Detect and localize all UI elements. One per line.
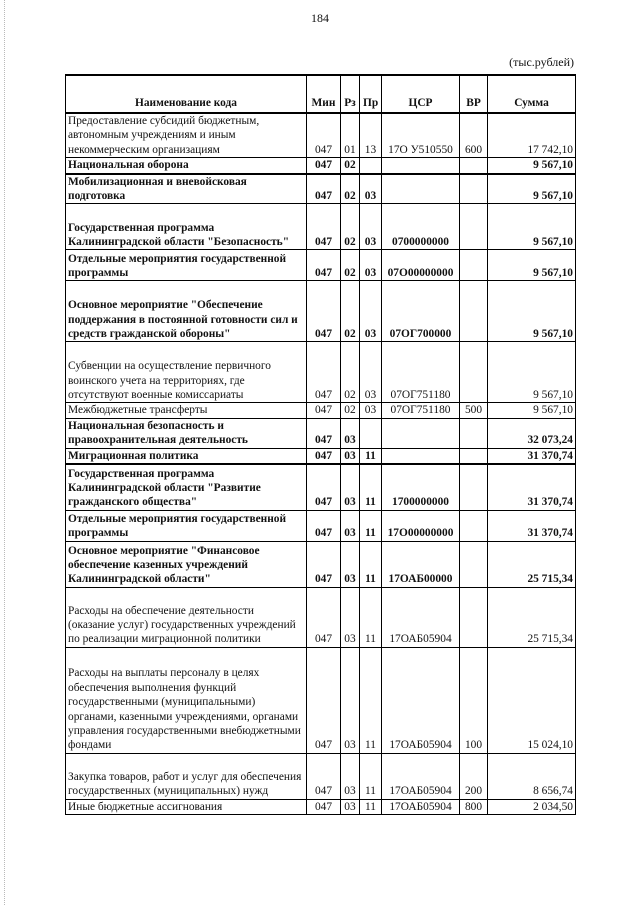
cell-vr: 600: [460, 113, 488, 158]
cell-sum: 9 567,10: [488, 158, 576, 174]
cell-sum: 15 024,10: [488, 647, 576, 753]
cell-csr: 17ОАБ05904: [382, 799, 460, 814]
cell-sum: 9 567,10: [488, 250, 576, 281]
cell-name: Национальная оборона: [66, 158, 307, 174]
cell-rz: 02: [341, 281, 360, 342]
cell-sum: 8 656,74: [488, 753, 576, 799]
table-row: [66, 158, 576, 174]
cell-name: Национальная безопасность и правоохранительная деятельность: [66, 418, 307, 448]
cell-csr: 17О У510550: [382, 113, 460, 158]
cell-pr: [360, 158, 382, 174]
table-row: [66, 541, 576, 587]
cell-vr: [460, 158, 488, 174]
cell-sum: 9 567,10: [488, 281, 576, 342]
cell-csr: [382, 418, 460, 448]
cell-sum: 31 370,74: [488, 448, 576, 464]
cell-pr: 11: [360, 510, 382, 541]
header-name: Наименование кода: [66, 75, 307, 113]
cell-min: 047: [307, 541, 341, 587]
cell-pr: 03: [360, 174, 382, 204]
header-row: [66, 75, 576, 113]
cell-pr: 11: [360, 647, 382, 753]
cell-min: 047: [307, 403, 341, 418]
cell-name: Отдельные мероприятия государственной программы: [66, 510, 307, 541]
cell-vr: [460, 281, 488, 342]
cell-name: Расходы на обеспечение деятельности (оказание услуг) государственных учреждений по реализации миграционной политики: [66, 587, 307, 647]
cell-min: 047: [307, 174, 341, 204]
cell-vr: 200: [460, 753, 488, 799]
header-sum: Сумма: [488, 75, 576, 113]
cell-min: 047: [307, 464, 341, 510]
cell-min: 047: [307, 448, 341, 464]
cell-csr: [382, 174, 460, 204]
cell-pr: 11: [360, 464, 382, 510]
cell-rz: 03: [341, 647, 360, 753]
cell-rz: 02: [341, 158, 360, 174]
page-number: 184: [311, 11, 329, 25]
cell-name: Субвенции на осуществление первичного воинского учета на территориях, где отсутствуют военные комиссариаты: [66, 342, 307, 403]
cell-csr: 07ОГ751180: [382, 403, 460, 418]
cell-name: Миграционная политика: [66, 448, 307, 464]
cell-rz: 03: [341, 448, 360, 464]
cell-name: Иные бюджетные ассигнования: [66, 799, 307, 814]
cell-pr: 11: [360, 448, 382, 464]
cell-vr: [460, 464, 488, 510]
cell-vr: [460, 510, 488, 541]
cell-csr: 1700000000: [382, 464, 460, 510]
budget-table: [65, 74, 576, 815]
cell-min: 047: [307, 250, 341, 281]
cell-name: Закупка товаров, работ и услуг для обеспечения государственных (муниципальных) нужд: [66, 753, 307, 799]
cell-pr: 03: [360, 281, 382, 342]
cell-rz: 01: [341, 113, 360, 158]
cell-vr: 500: [460, 403, 488, 418]
cell-vr: [460, 342, 488, 403]
header-vr: ВР: [460, 75, 488, 113]
cell-name: Государственная программа Калининградской области "Безопасность": [66, 204, 307, 250]
cell-rz: 03: [341, 541, 360, 587]
cell-name: Государственная программа Калининградской области "Развитие гражданского общества": [66, 464, 307, 510]
cell-vr: [460, 541, 488, 587]
table-row: [66, 281, 576, 342]
cell-csr: 17О00000000: [382, 510, 460, 541]
cell-vr: [460, 448, 488, 464]
cell-vr: [460, 418, 488, 448]
cell-name: Межбюджетные трансферты: [66, 403, 307, 418]
cell-name: Основное мероприятие "Финансовое обеспечение казенных учреждений Калининградской области": [66, 541, 307, 587]
cell-rz: 03: [341, 418, 360, 448]
cell-vr: [460, 250, 488, 281]
table-row: [66, 647, 576, 753]
cell-csr: 07О00000000: [382, 250, 460, 281]
cell-csr: 07ОГ751180: [382, 342, 460, 403]
cell-min: 047: [307, 799, 341, 814]
cell-pr: 03: [360, 250, 382, 281]
cell-rz: 03: [341, 587, 360, 647]
cell-min: 047: [307, 647, 341, 753]
cell-sum: 25 715,34: [488, 587, 576, 647]
cell-rz: 02: [341, 342, 360, 403]
cell-csr: 17ОАБ05904: [382, 647, 460, 753]
cell-sum: 9 567,10: [488, 174, 576, 204]
cell-csr: 07ОГ700000: [382, 281, 460, 342]
cell-min: 047: [307, 281, 341, 342]
cell-rz: 03: [341, 464, 360, 510]
cell-pr: 03: [360, 204, 382, 250]
units-label: (тыс.рублей): [509, 55, 574, 69]
cell-vr: 800: [460, 799, 488, 814]
table-row: [66, 799, 576, 814]
cell-rz: 02: [341, 403, 360, 418]
cell-name: Отдельные мероприятия государственной программы: [66, 250, 307, 281]
table-row: [66, 753, 576, 799]
cell-rz: 02: [341, 174, 360, 204]
cell-name: Предоставление субсидий бюджетным, автономным учреждениям и иным некоммерческим организациям: [66, 113, 307, 158]
cell-sum: 9 567,10: [488, 204, 576, 250]
cell-vr: [460, 587, 488, 647]
cell-min: 047: [307, 418, 341, 448]
table-row: [66, 464, 576, 510]
cell-rz: 03: [341, 510, 360, 541]
cell-vr: [460, 174, 488, 204]
table-row: [66, 510, 576, 541]
cell-vr: [460, 204, 488, 250]
table-row: [66, 204, 576, 250]
cell-min: 047: [307, 753, 341, 799]
table-row: [66, 174, 576, 204]
cell-min: 047: [307, 587, 341, 647]
cell-sum: 17 742,10: [488, 113, 576, 158]
table-row: [66, 342, 576, 403]
cell-pr: 03: [360, 403, 382, 418]
cell-pr: 11: [360, 753, 382, 799]
cell-min: 047: [307, 113, 341, 158]
cell-name: Основное мероприятие "Обеспечение поддержания в постоянной готовности сил и средств гражданской обороны": [66, 281, 307, 342]
cell-pr: 11: [360, 799, 382, 814]
header-rz: Рз: [341, 75, 360, 113]
cell-min: 047: [307, 204, 341, 250]
table-row: [66, 587, 576, 647]
cell-csr: [382, 158, 460, 174]
cell-pr: 11: [360, 541, 382, 587]
cell-rz: 03: [341, 753, 360, 799]
cell-rz: 02: [341, 204, 360, 250]
table-row: [66, 418, 576, 448]
cell-sum: 31 370,74: [488, 510, 576, 541]
cell-sum: 2 034,50: [488, 799, 576, 814]
header-pr: Пр: [360, 75, 382, 113]
cell-sum: 25 715,34: [488, 541, 576, 587]
table-body: [66, 113, 576, 815]
cell-csr: 17ОАБ05904: [382, 587, 460, 647]
cell-min: 047: [307, 158, 341, 174]
cell-min: 047: [307, 510, 341, 541]
cell-sum: 31 370,74: [488, 464, 576, 510]
cell-sum: 32 073,24: [488, 418, 576, 448]
header-min: Мин: [307, 75, 341, 113]
scan-left-edge: [4, 0, 5, 905]
header-csr: ЦСР: [382, 75, 460, 113]
cell-pr: 13: [360, 113, 382, 158]
cell-csr: 0700000000: [382, 204, 460, 250]
table-row: [66, 250, 576, 281]
cell-pr: 03: [360, 342, 382, 403]
cell-csr: 17ОАБ05904: [382, 753, 460, 799]
cell-sum: 9 567,10: [488, 403, 576, 418]
cell-pr: [360, 418, 382, 448]
cell-name: Мобилизационная и вневойсковая подготовка: [66, 174, 307, 204]
cell-rz: 02: [341, 250, 360, 281]
table-row: [66, 403, 576, 418]
cell-min: 047: [307, 342, 341, 403]
cell-vr: 100: [460, 647, 488, 753]
cell-rz: 03: [341, 799, 360, 814]
table-header: [66, 75, 576, 113]
cell-csr: 17ОАБ00000: [382, 541, 460, 587]
cell-sum: 9 567,10: [488, 342, 576, 403]
cell-name: Расходы на выплаты персоналу в целях обеспечения выполнения функций государственными (муниципальными) органами, казенными учреждениями, органами управления государственными внебюджетными фондами: [66, 647, 307, 753]
cell-pr: 11: [360, 587, 382, 647]
cell-csr: [382, 448, 460, 464]
table-row: [66, 113, 576, 158]
table-row: [66, 448, 576, 464]
